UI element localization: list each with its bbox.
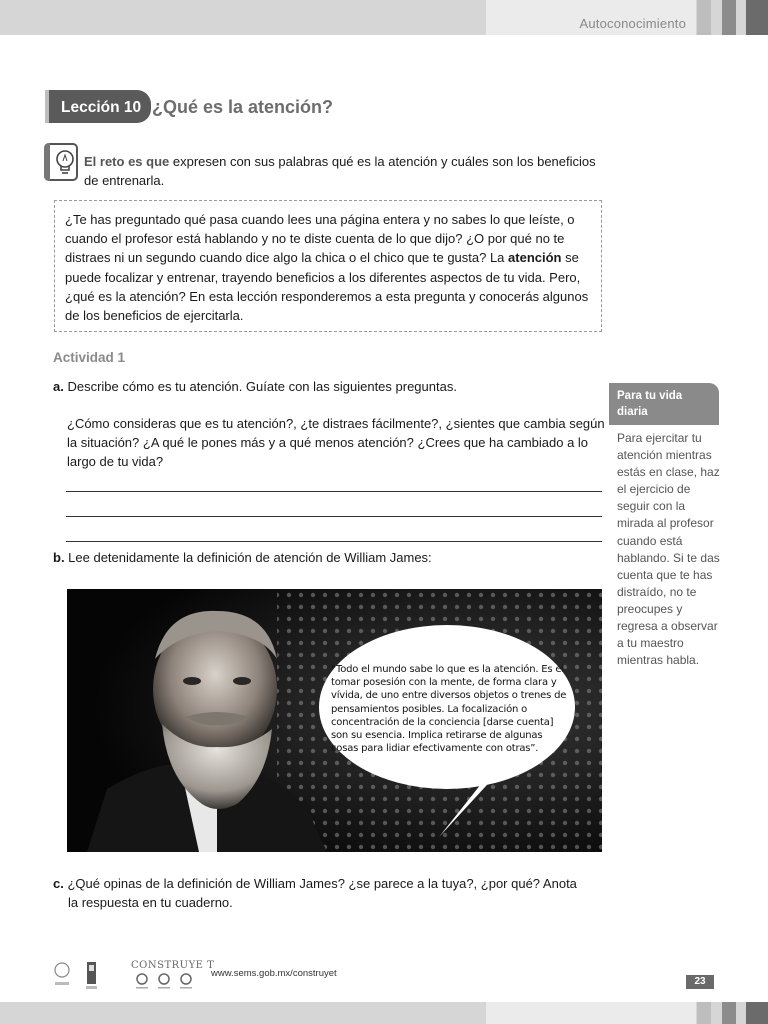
question-text-continued: la respuesta en tu cuaderno.	[68, 895, 233, 910]
james-quote: “Todo el mundo sabe lo que es la atención. Es el tomar posesión con la mente, de forma clara y vívida, de uno entre diversos objetos o trenes de pensamientos posibles. La focalización o concentración de la conciencia [darse cuenta] son su esencia. Implica retirarse de algunas cosas para lidiar efectivamente con otras”.	[331, 664, 567, 755]
page-number: 23	[686, 975, 714, 989]
question-text: ¿Qué opinas de la definición de William James? ¿se parece a la tuya?, ¿por qué? Anota	[63, 876, 577, 891]
william-james-image	[67, 589, 602, 852]
question-letter: c.	[53, 876, 64, 891]
question-text: Describe cómo es tu atención. Guíate con las siguientes preguntas.	[63, 379, 457, 394]
footer-stripe	[697, 1002, 711, 1024]
challenge-body: expresen con sus palabras qué es la atención y cuáles son los beneficios de entrenarla.	[84, 154, 596, 188]
sidebar-heading: Para tu vida diaria	[609, 383, 719, 425]
footer-stripe	[746, 1002, 768, 1024]
construye-logo-icons	[133, 972, 195, 990]
intro-box	[54, 200, 602, 332]
intro-bold: atención	[508, 250, 562, 266]
answer-line[interactable]	[66, 541, 602, 542]
intro-text: ¿Te has preguntado qué pasa cuando lees una página entera y no sabes lo que leíste, o cuando el profesor está hablando y no te diste cuenta de lo que dijo? ¿O por qué no te distraes ni un segundo cuando dice algo la chica o el chico que te gusta? La	[65, 212, 575, 266]
lightbulb-icon	[44, 143, 78, 181]
section-title: Autoconocimiento	[579, 16, 686, 31]
header-stripe	[697, 0, 711, 35]
header-stripe	[722, 0, 736, 35]
lesson-title: ¿Qué es la atención?	[152, 97, 334, 117]
question-text: Lee detenidamente la definición de atención de William James:	[64, 550, 432, 565]
question-letter: b.	[53, 550, 65, 565]
answer-line[interactable]	[66, 516, 602, 517]
construye-logo-text: CONSTRUYE T	[131, 960, 215, 971]
header-bar	[0, 0, 768, 35]
question-b	[53, 548, 432, 567]
footer-bar-panel	[486, 1002, 696, 1024]
footer-logos	[52, 958, 127, 997]
question-c	[53, 874, 605, 912]
sidebar-body: Para ejercitar tu atención mientras estás en clase, haz el ejercicio de seguir con la mirada al profesor cuando está hablando. Si te das cuenta que te has distraído, no te preocupes y regresa a observar a tu maestro mientras habla.	[617, 431, 720, 668]
header-stripe	[746, 0, 768, 35]
intro-text-2: se puede focalizar y entrenar, trayendo beneficios a los diferentes aspectos de tu vida. Pero, ¿qué es la atención? En esta lección responderemos a esta pregunta y conocerás algunos de los beneficios de ejercitarla.	[65, 250, 589, 324]
lesson-tag: Lección 10	[45, 90, 151, 123]
challenge-lead: El reto es que	[84, 154, 170, 169]
answer-line[interactable]	[66, 491, 602, 492]
activity-title: Actividad 1	[53, 350, 126, 365]
footer-stripe	[722, 1002, 736, 1024]
question-a-prompts: ¿Cómo consideras que es tu atención?, ¿te distraes fácilmente?, ¿sientes que cambia según la situación? ¿A qué le pones más y a qué menos atención? ¿Crees que ha cambiado a lo largo de tu vida?	[67, 416, 605, 469]
question-a	[53, 377, 457, 396]
challenge-text	[84, 152, 604, 190]
footer-bar	[0, 1002, 768, 1024]
question-letter: a.	[53, 379, 64, 394]
footer-url-link[interactable]: www.sems.gob.mx/construyet	[211, 968, 337, 979]
